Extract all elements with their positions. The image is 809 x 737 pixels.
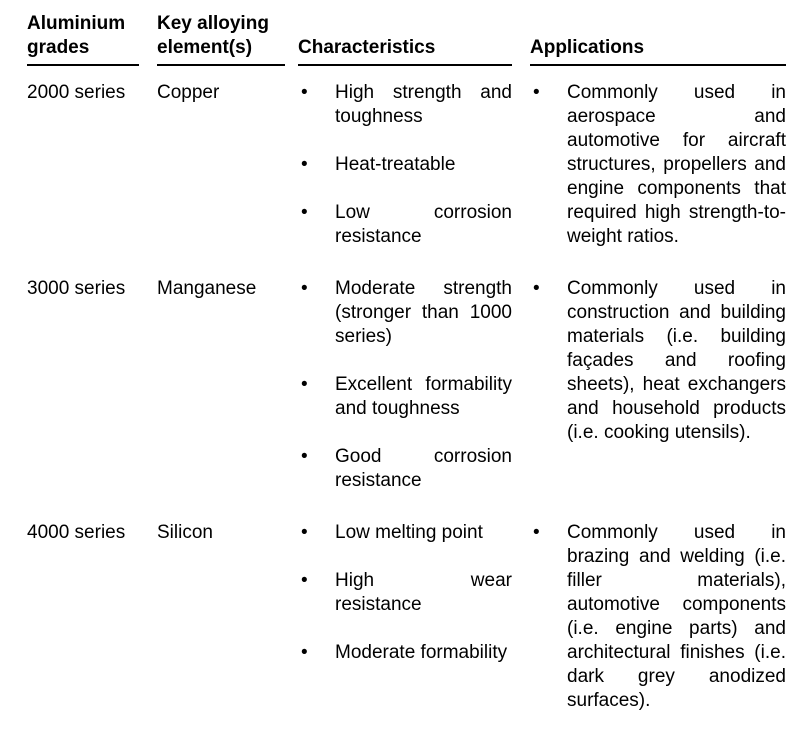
bullet-icon: • <box>301 570 308 591</box>
characteristic-text: High strength and toughness <box>335 82 512 127</box>
characteristic-text: Heat-treatable <box>335 154 456 175</box>
table-row <box>27 521 809 713</box>
alloying-element-value: Copper <box>157 82 220 103</box>
alloying-element-value: Silicon <box>157 522 213 543</box>
list-item <box>530 521 786 713</box>
characteristic-text: Good corrosion resistance <box>335 446 512 491</box>
applications-cell <box>530 81 786 249</box>
list-item <box>298 153 512 177</box>
characteristics-cell <box>298 277 512 493</box>
characteristics-cell <box>298 81 512 249</box>
application-text: Commonly used in construction and building materials (i.e. building façades and roofing sheets), heat exchangers and household products (i.e. cooking utensils). <box>567 278 786 443</box>
list-item <box>298 445 512 493</box>
grade-cell <box>27 521 139 713</box>
table-row <box>27 81 809 249</box>
column-header-aluminium-grades <box>27 12 139 66</box>
list-item <box>298 641 512 665</box>
characteristic-text: Excellent formability and toughness <box>335 374 512 419</box>
column-header-applications <box>530 12 786 66</box>
characteristic-text: Low corrosion resistance <box>335 202 512 247</box>
header-label: Aluminium grades <box>27 13 126 58</box>
list-item <box>298 81 512 129</box>
alloying-element-cell <box>157 81 285 249</box>
grade-value: 3000 series <box>27 278 126 299</box>
bullet-icon: • <box>301 154 308 175</box>
bullet-icon: • <box>533 522 540 543</box>
bullet-icon: • <box>301 446 308 467</box>
header-label: Applications <box>530 37 645 58</box>
list-item <box>298 201 512 249</box>
alloying-element-cell <box>157 277 285 493</box>
bullet-icon: • <box>533 82 540 103</box>
grade-cell <box>27 81 139 249</box>
characteristic-text: Moderate strength (stronger than 1000 series) <box>335 278 512 347</box>
characteristics-cell <box>298 521 512 713</box>
list-item <box>530 277 786 445</box>
application-text: Commonly used in aerospace and automotive for aircraft structures, propellers and engine components that required high strength-to-weight ratios. <box>567 82 786 247</box>
bullet-icon: • <box>301 642 308 663</box>
aluminium-grades-table <box>27 12 809 713</box>
bullet-icon: • <box>301 82 308 103</box>
alloying-element-value: Manganese <box>157 278 257 299</box>
list-item <box>530 81 786 249</box>
application-text: Commonly used in brazing and welding (i.e. filler materials), automotive components (i.e. engine parts) and architectural finishes (i.e. dark grey anodized surfaces). <box>567 522 786 711</box>
header-label: Key alloying element(s) <box>157 13 269 58</box>
bullet-icon: • <box>301 278 308 299</box>
characteristic-text: Low melting point <box>335 522 483 543</box>
bullet-icon: • <box>301 374 308 395</box>
alloying-element-cell <box>157 521 285 713</box>
column-header-key-alloying-elements <box>157 12 285 66</box>
table-row <box>27 277 809 493</box>
characteristic-text: High wear resistance <box>335 570 512 615</box>
table-header-row <box>27 12 809 66</box>
bullet-icon: • <box>533 278 540 299</box>
grade-cell <box>27 277 139 493</box>
list-item <box>298 569 512 617</box>
list-item <box>298 373 512 421</box>
characteristic-text: Moderate formability <box>335 642 508 663</box>
grade-value: 4000 series <box>27 522 126 543</box>
header-label: Characteristics <box>298 37 436 58</box>
list-item <box>298 521 512 545</box>
bullet-icon: • <box>301 522 308 543</box>
list-item <box>298 277 512 349</box>
bullet-icon: • <box>301 202 308 223</box>
grade-value: 2000 series <box>27 82 126 103</box>
applications-cell <box>530 521 786 713</box>
applications-cell <box>530 277 786 493</box>
column-header-characteristics <box>298 12 512 66</box>
